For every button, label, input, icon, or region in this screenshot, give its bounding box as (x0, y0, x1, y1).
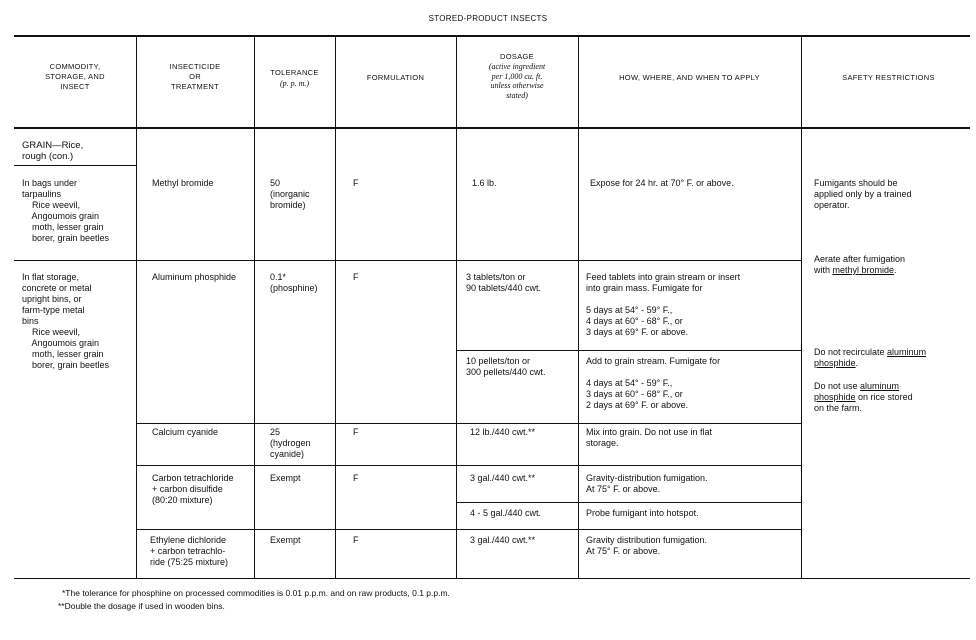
rule (14, 35, 970, 37)
commodity-cell: In bags under tarpaulins Rice weevil, Angoumois grain moth, lesser grain borer, grain beetles (22, 178, 110, 243)
dosage-cell: 12 lb./440 cwt.** (470, 427, 536, 437)
rule (14, 127, 970, 129)
rule (136, 465, 801, 466)
safety-text: Do not recirculate (814, 347, 888, 357)
safety-note (814, 381, 913, 414)
insecticide-cell: Methyl bromide (152, 178, 214, 188)
divider (254, 35, 255, 578)
formulation-cell: F (353, 272, 359, 282)
header-insecticide: INSECTICIDE OR TREATMENT (169, 62, 221, 91)
apply-cell: Gravity-distribution fumigation. At 75° F. or above. (586, 473, 708, 494)
safety-text: on rice stored on the farm. (814, 392, 913, 413)
insecticide-cell: Calcium cyanide (152, 427, 219, 437)
dosage-cell: 10 pellets/ton or 300 pellets/440 cwt. (466, 356, 546, 377)
footnote: **Double the dosage if used in wooden bins. (58, 601, 225, 611)
header-tolerance: TOLERANCE (270, 68, 319, 77)
dosage-cell: 3 gal./440 cwt.** (470, 535, 536, 545)
rule (456, 502, 801, 503)
divider (456, 35, 457, 578)
header-dosage-note: (active ingredient per 1,000 cu. ft. unless otherwise stated) (488, 62, 546, 100)
tolerance-cell: Exempt (270, 535, 301, 545)
header-dosage: DOSAGE (500, 52, 534, 61)
apply-cell: Feed tablets into grain stream or insert into grain mass. Fumigate for 5 days at 54° - 59° F., 4 days at 60° - 68° F., or 3 days at 69° F. or above. (586, 272, 741, 337)
safety-text-underlined: aluminum phosphide (814, 381, 900, 402)
tolerance-cell: 50 (inorganic bromide) (270, 178, 310, 210)
rule (136, 529, 801, 530)
commodity-cell: In flat storage, concrete or metal upright bins, or farm-type metal bins Rice weevil, Angoumois grain moth, lesser grain borer, grain beetles (22, 272, 110, 370)
divider (578, 35, 579, 578)
safety-text-underlined: methyl bromide (832, 265, 895, 275)
apply-cell: Add to grain stream. Fumigate for 4 days at 54° - 59° F., 3 days at 60° - 68° F., or 2 days at 69° F. or above. (586, 356, 721, 410)
formulation-cell: F (353, 535, 359, 545)
divider (335, 35, 336, 578)
formulation-cell: F (353, 473, 359, 483)
rule (14, 260, 801, 261)
insecticide-cell: Aluminum phosphide (152, 272, 237, 282)
header-apply: HOW, WHERE, AND WHEN TO APPLY (619, 73, 760, 82)
safety-note: Aerate after fumigation with methyl bromide. (814, 254, 906, 275)
divider (801, 35, 802, 578)
header-commodity: COMMODITY, STORAGE, AND INSECT (45, 62, 105, 91)
rule (14, 578, 970, 579)
dosage-cell: 3 tablets/ton or 90 tablets/440 cwt. (466, 272, 542, 293)
dosage-cell: 1.6 lb. (472, 178, 497, 188)
rule (136, 423, 801, 424)
safety-text-underlined: aluminum phosphide (814, 347, 927, 368)
safety-note: Do not recirculate aluminum phosphide. (814, 347, 927, 368)
insecticide-cell: Carbon tetrachloride + carbon disulfide (80:20 mixture) (152, 473, 234, 505)
page-title: STORED-PRODUCT INSECTS (428, 14, 548, 23)
rule (456, 350, 801, 351)
tolerance-cell: Exempt (270, 473, 301, 483)
safety-text: Do not use (814, 381, 861, 391)
divider (136, 35, 137, 578)
header-safety: SAFETY RESTRICTIONS (842, 73, 935, 82)
footnote: *The tolerance for phosphine on processed commodities is 0.01 p.p.m. and on raw products, 0.1 p.p.m. (62, 588, 450, 598)
tolerance-cell: 0.1* (phosphine) (270, 272, 318, 293)
apply-cell: Gravity distribution fumigation. At 75° F. or above. (586, 535, 708, 556)
dosage-cell: 4 - 5 gal./440 cwt. (470, 508, 542, 518)
tolerance-cell: 25 (hydrogen cyanide) (270, 427, 311, 459)
section-heading: GRAIN—Rice, rough (con.) (22, 140, 84, 162)
apply-cell: Mix into grain. Do not use in flat storage. (586, 427, 713, 448)
formulation-cell: F (353, 427, 359, 437)
safety-note: Fumigants should be applied only by a trained operator. (814, 178, 912, 210)
rule (14, 165, 136, 166)
dosage-cell: 3 gal./440 cwt.** (470, 473, 536, 483)
formulation-cell: F (353, 178, 359, 188)
apply-cell: Probe fumigant into hotspot. (586, 508, 699, 518)
insecticide-cell: Ethylene dichloride + carbon tetrachlo- ride (75:25 mixture) (150, 535, 229, 567)
header-formulation: FORMULATION (366, 73, 425, 82)
header-tolerance-unit: (p. p. m.) (279, 79, 310, 88)
apply-cell: Expose for 24 hr. at 70° F. or above. (590, 178, 734, 188)
safety-text: Aerate after fumigation with (814, 254, 906, 275)
